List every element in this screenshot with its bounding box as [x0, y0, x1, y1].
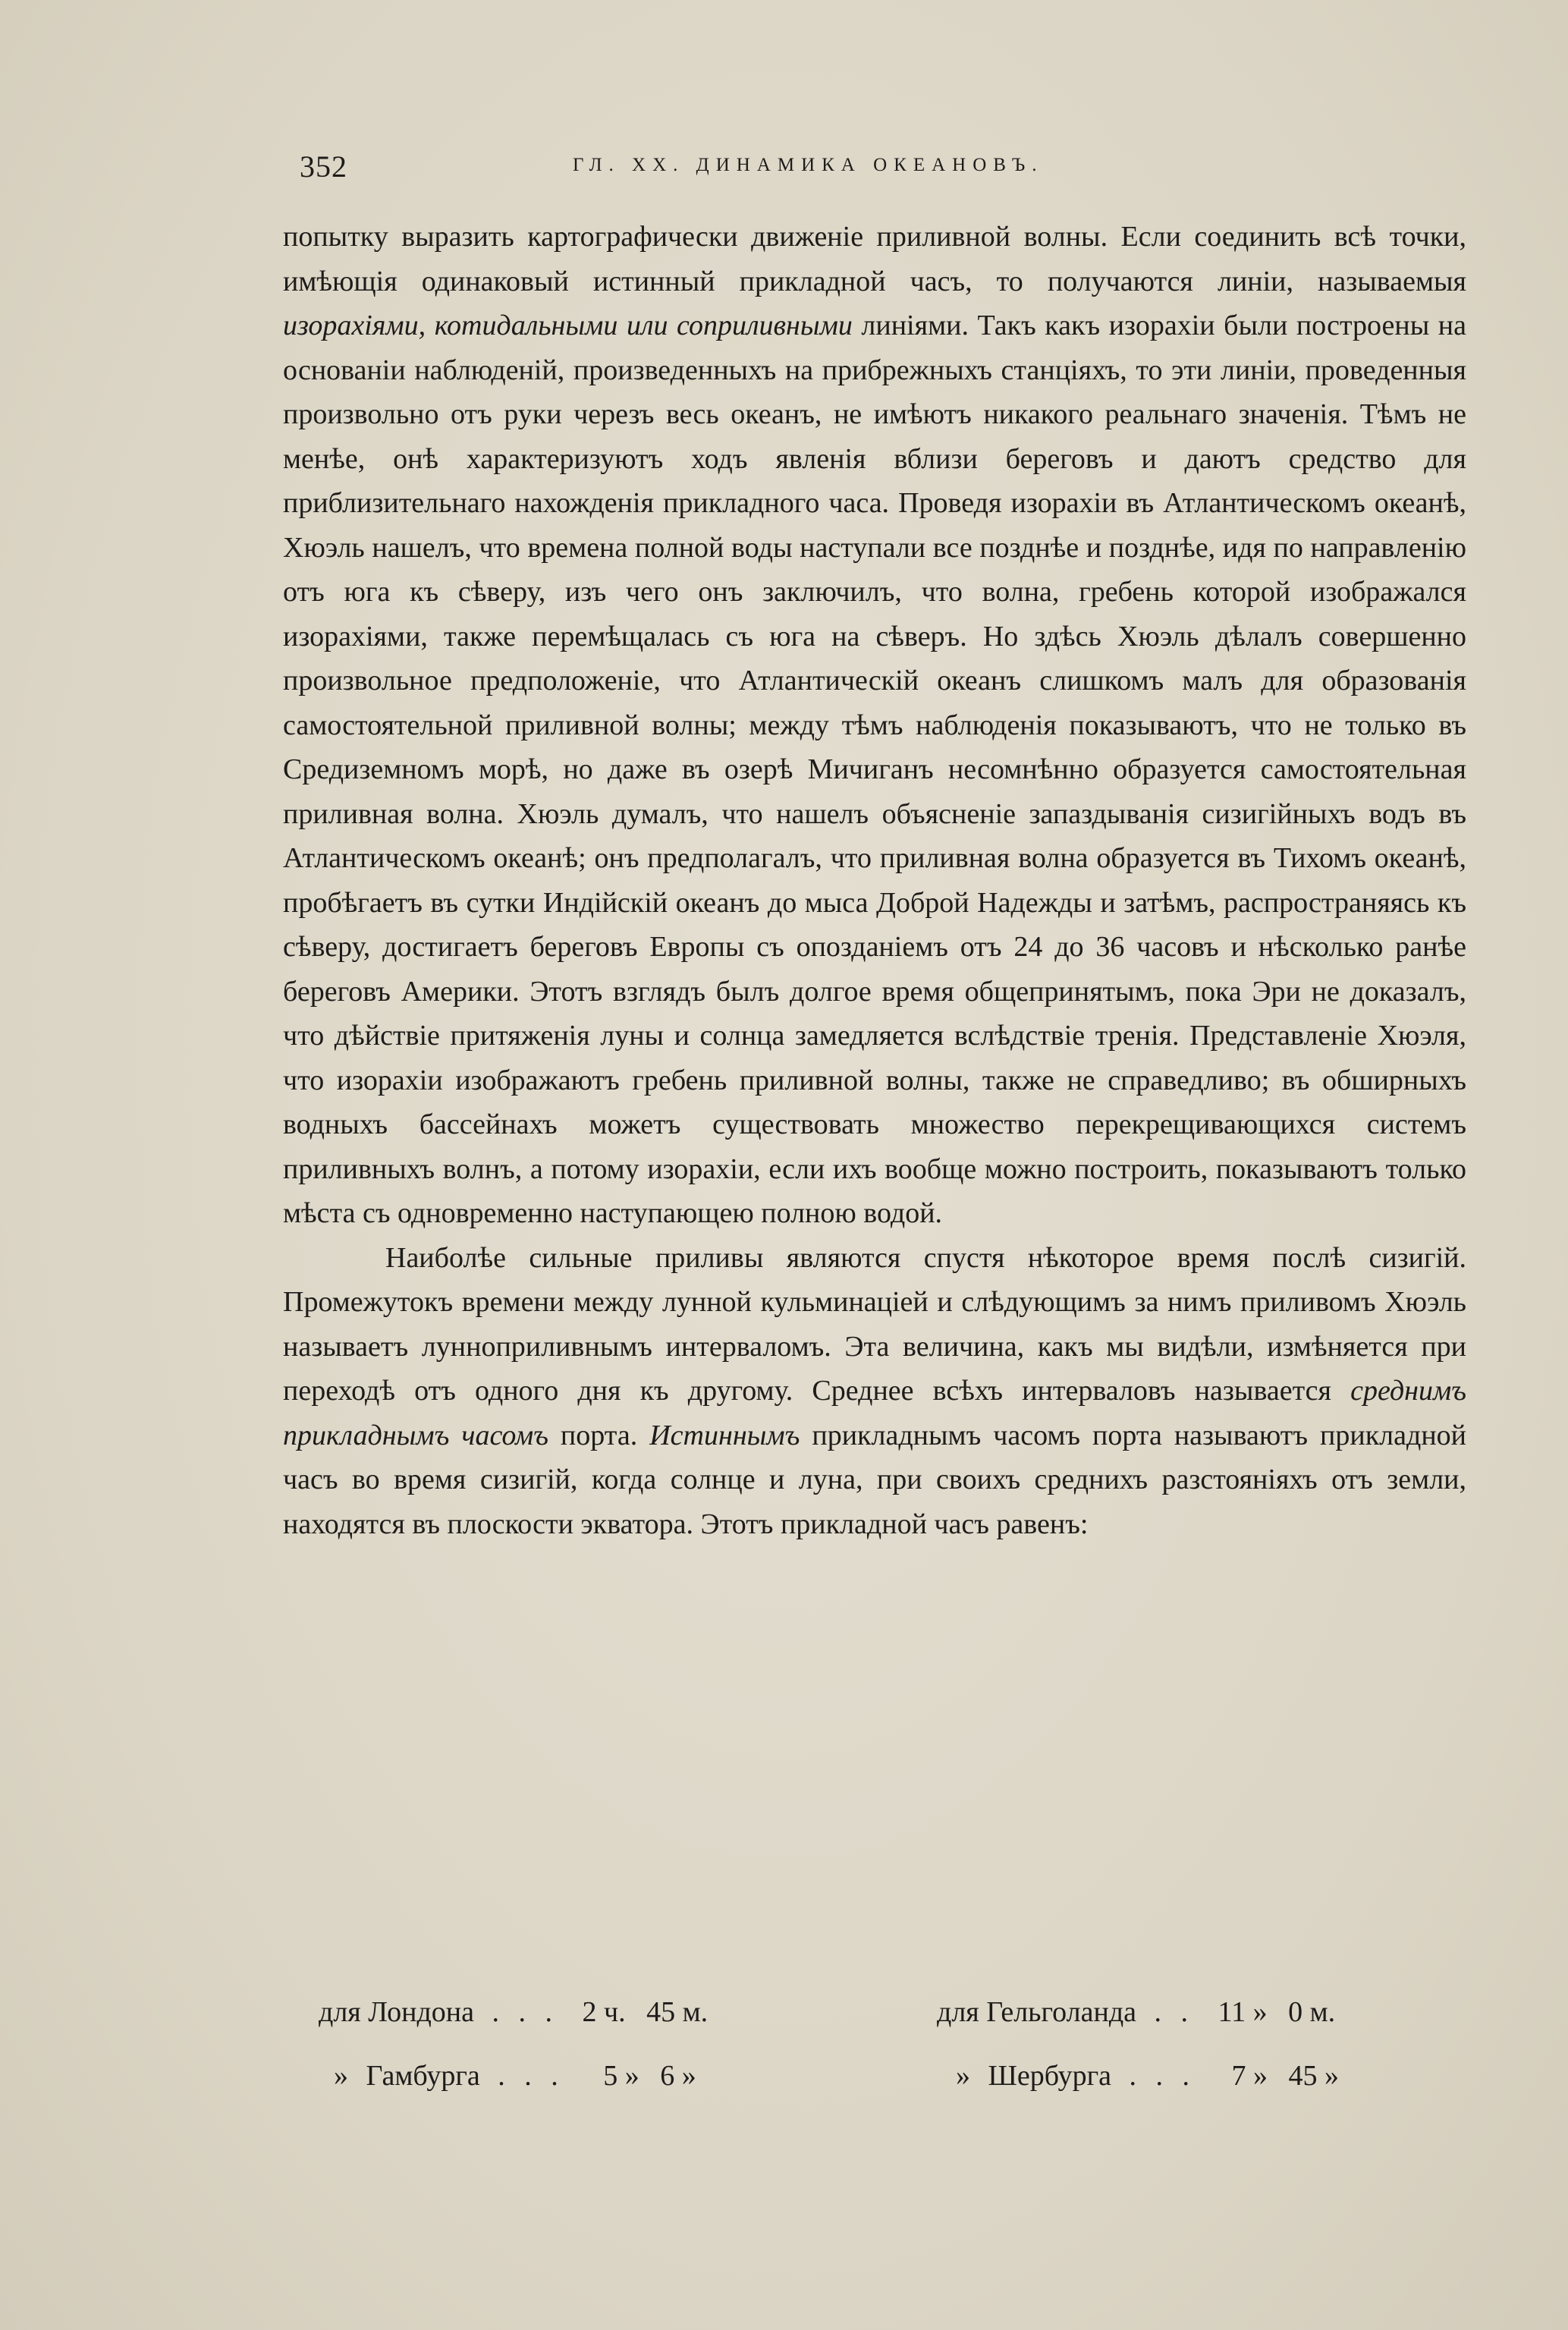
paragraph	[283, 1236, 1466, 1547]
prefix: для	[937, 1996, 979, 2028]
text-segment: попытку выразить картографически движеніе приливной волны. Если соединить всѣ точки, имѣющія одинаковый истинный прикладной часъ, то получаются линіи, называемыя	[283, 221, 1466, 297]
minutes-value: 45 »	[1288, 2060, 1340, 2092]
table-cell	[334, 2044, 696, 2108]
text-segment: Наиболѣе сильные приливы являются спустя нѣкоторое время послѣ сизигій. Промежутокъ времени между лунной кульминаціей и слѣдующимъ за нимъ приливомъ Хюэль называетъ лунноприливнымъ интерваломъ. Эта величина, какъ мы видѣли, измѣняется при переходѣ отъ одного дня къ другому. Среднее всѣхъ интерваловъ называется	[283, 1241, 1466, 1407]
prefix: для	[319, 1996, 361, 2028]
hours-value: 2 ч.	[582, 1996, 626, 2028]
page-number: 352	[300, 149, 347, 184]
leader-dots: . . .	[1129, 2060, 1196, 2092]
leader-dots: . . .	[498, 2060, 564, 2092]
hours-value: 11 »	[1218, 1996, 1268, 2028]
hours-value: 5 »	[603, 2060, 639, 2092]
table-row	[319, 2044, 1456, 2108]
italic-term: изорахіями, котидальными или соприливными	[283, 310, 853, 341]
italic-term: Истиннымъ	[649, 1419, 800, 1451]
table-cell	[956, 2044, 1339, 2108]
table-row	[319, 1980, 1456, 2044]
body-text	[283, 215, 1466, 1546]
place-name: Гамбурга	[366, 2060, 480, 2092]
running-head: ГЛ. XX. ДИНАМИКА ОКЕАНОВЪ.	[573, 155, 1044, 175]
italic-term: среднимъ прикладнымъ часомъ	[283, 1375, 1466, 1451]
prefix: »	[334, 2060, 348, 2092]
prefix: »	[956, 2060, 970, 2092]
paragraph	[283, 215, 1466, 1236]
text-segment: порта.	[548, 1419, 650, 1451]
minutes-value: 6 »	[660, 2060, 696, 2092]
text-segment: прикладнымъ часомъ порта называютъ прикладной часъ во время сизигій, когда солнце и луна, при своихъ среднихъ разстояніяхъ отъ земли, находятся въ плоскости экватора. Этотъ прикладной часъ равенъ:	[283, 1419, 1466, 1540]
leader-dots: . .	[1154, 1996, 1195, 2028]
minutes-value: 0 м.	[1288, 1996, 1336, 2028]
table-cell	[937, 1980, 1335, 2044]
page-header	[300, 149, 1453, 194]
place-name: Лондона	[368, 1996, 474, 2028]
table-cell	[319, 1980, 708, 2044]
leader-dots: . . .	[492, 1996, 558, 2028]
minutes-value: 45 м.	[646, 1996, 709, 2028]
place-name: Гельголанда	[986, 1996, 1137, 2028]
port-time-table	[319, 1980, 1456, 2108]
hours-value: 7 »	[1231, 2060, 1268, 2092]
text-segment: линіями. Такъ какъ изорахіи были построены на основаніи наблюденій, произведенныхъ на прибрежныхъ станціяхъ, то эти линіи, проведенныя произвольно отъ руки черезъ весь океанъ, не имѣютъ никакого реальнаго значенія. Тѣмъ не менѣе, онѣ характеризуютъ ходъ явленія вблизи береговъ и даютъ средство для приблизительнаго нахожденія прикладного часа. Проведя изорахіи въ Атлантическомъ океанѣ, Хюэль нашелъ, что времена полной воды наступали все позднѣе и позднѣе, идя по направленію отъ юга къ сѣверу, изъ чего онъ заключилъ, что волна, гребень которой изображался изорахіями, также перемѣщалась съ юга на сѣверъ. Но здѣсь Хюэль дѣлалъ совершенно произвольное предположеніе, что Атлантическій океанъ слишкомъ малъ для образованія самостоятельной приливной волны; между тѣмъ наблюденія показываютъ, что не только въ Средиземномъ морѣ, но даже въ озерѣ Мичиганъ несомнѣнно образуется самостоятельная приливная волна. Хюэль думалъ, что нашелъ объясненіе запаздыванія сизигійныхъ водъ въ Атлантическомъ океанѣ; онъ предполагалъ, что приливная волна образуется въ Тихомъ океанѣ, пробѣгаетъ въ сутки Индійскій океанъ до мыса Доброй Надежды и затѣмъ, распространяясь къ сѣверу, достигаетъ береговъ Европы съ опозданіемъ отъ 24 до 36 часовъ и нѣсколько ранѣе береговъ Америки. Этотъ взглядъ былъ долгое время общепринятымъ, пока Эри не доказалъ, что дѣйствіе притяженія луны и солнца замедляется вслѣдствіе тренія. Представленіе Хюэля, что изорахіи изображаютъ гребень приливной волны, также не справедливо; въ обширныхъ водныхъ бассейнахъ можетъ существовать множество перекрещивающихся системъ приливныхъ волнъ, а потому изорахіи, если ихъ вообще можно построить, показываютъ только мѣста съ одновременно наступающею полною водой.	[283, 310, 1466, 1229]
place-name: Шербурга	[988, 2060, 1112, 2092]
